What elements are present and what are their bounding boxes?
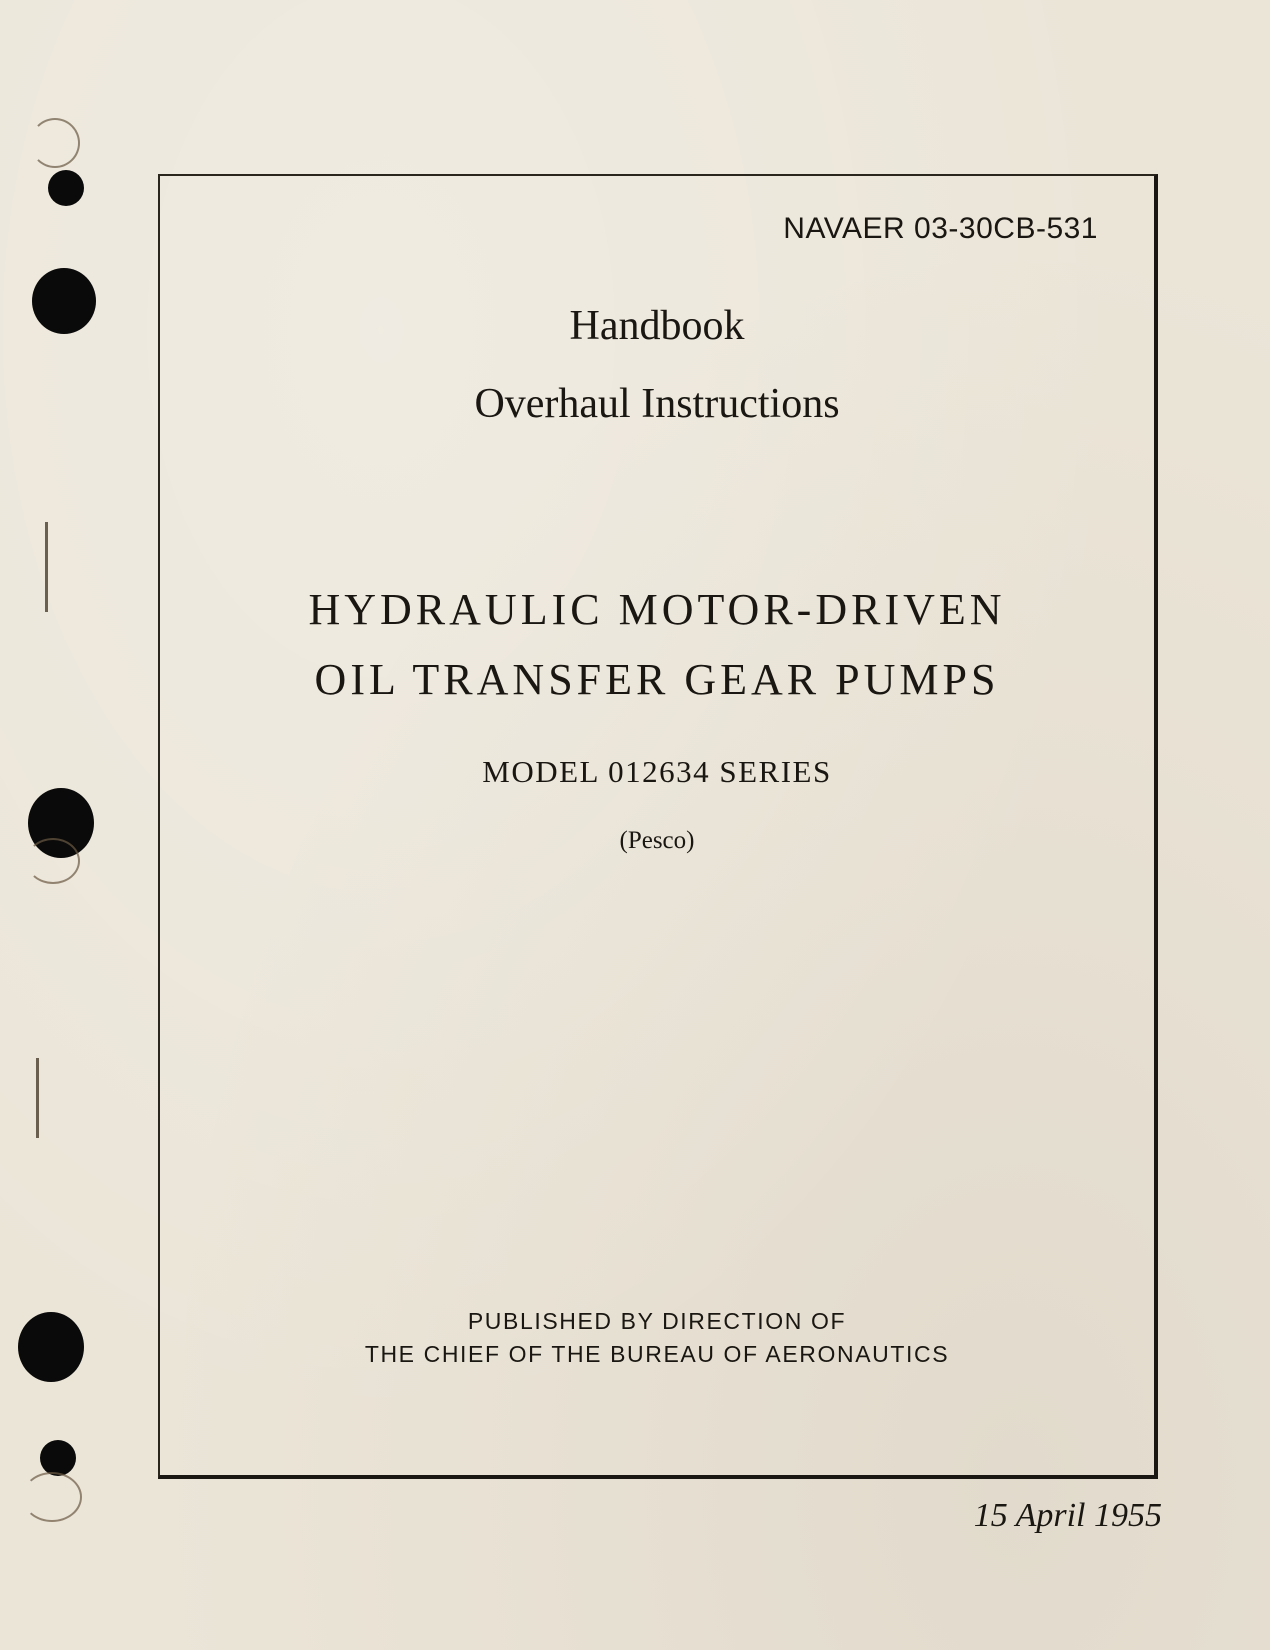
- binder-hole-ring-3: [22, 1472, 82, 1522]
- binder-hole-2: [32, 268, 96, 334]
- binder-hole-4: [18, 1312, 84, 1382]
- binder-hole-ring-2: [26, 838, 80, 884]
- title-frame: [158, 174, 1158, 1479]
- binder-hole-ring-1: [30, 118, 80, 168]
- publication-date: 15 April 1955: [973, 1497, 1162, 1534]
- manufacturer: (Pesco): [619, 827, 695, 854]
- binder-hole-5: [40, 1440, 76, 1476]
- model-series: MODEL 012634 SERIES: [482, 754, 832, 789]
- overhaul-instructions-heading: Overhaul Instructions: [474, 381, 840, 427]
- document-number: NAVAER 03-30CB-531: [783, 212, 1098, 245]
- published-by-line-2: THE CHIEF OF THE BUREAU OF AERONAUTICS: [364, 1341, 950, 1367]
- binder-hole-1: [48, 170, 84, 206]
- handbook-heading: Handbook: [569, 303, 745, 349]
- binder-slot-mark-1: [45, 522, 48, 612]
- published-by-line-1: PUBLISHED BY DIRECTION OF: [467, 1308, 847, 1334]
- title-line-1: HYDRAULIC MOTOR-DRIVEN: [308, 585, 1006, 634]
- binder-slot-mark-2: [36, 1058, 39, 1138]
- title-line-2: OIL TRANSFER GEAR PUMPS: [314, 655, 1000, 704]
